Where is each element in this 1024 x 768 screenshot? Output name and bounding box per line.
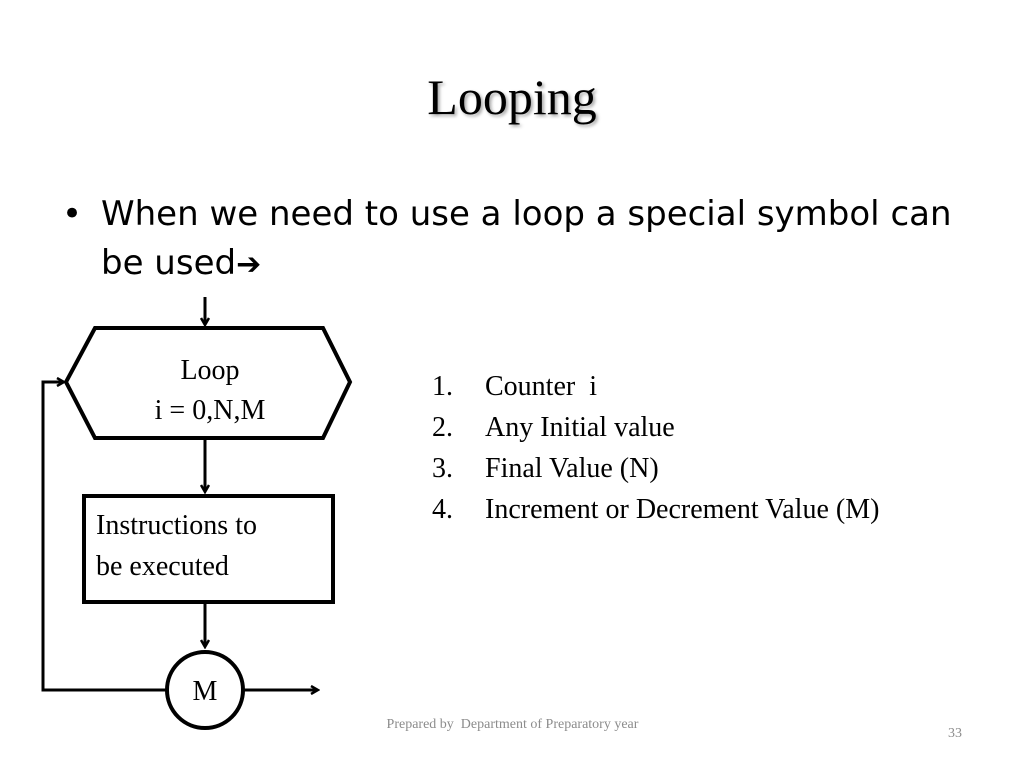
list-item-number: 4. (432, 494, 453, 525)
list-item (432, 489, 879, 530)
list-item-number: 1. (432, 371, 453, 402)
loop-symbol-line2: i = 0,N,M (154, 395, 266, 426)
bullet-text: When we need to use a loop a special symbol can be used (101, 194, 952, 283)
list-item-number: 3. (432, 453, 453, 484)
process-box-line2: be executed (96, 551, 229, 582)
list-item-text: Final Value (N) (485, 453, 659, 484)
loop-parameter-list (432, 366, 879, 530)
bullet-marker: • (62, 194, 83, 234)
page-number: 33 (948, 726, 962, 741)
slide-title: Looping (427, 69, 597, 125)
footer-prepared-by: Prepared by Department of Preparatory year (386, 717, 639, 732)
list-item-text: Increment or Decrement Value (M) (485, 494, 880, 525)
list-item-text: Counter i (485, 371, 597, 402)
list-item-number: 2. (432, 412, 453, 443)
process-box-line1: Instructions to (96, 510, 257, 541)
connector-label: M (192, 676, 218, 707)
list-item (432, 407, 879, 448)
list-item (432, 448, 879, 489)
list-item (432, 366, 879, 407)
loop-symbol-line1: Loop (180, 355, 240, 386)
list-item-text: Any Initial value (485, 412, 675, 443)
right-arrow-icon: ➔ (236, 247, 262, 282)
